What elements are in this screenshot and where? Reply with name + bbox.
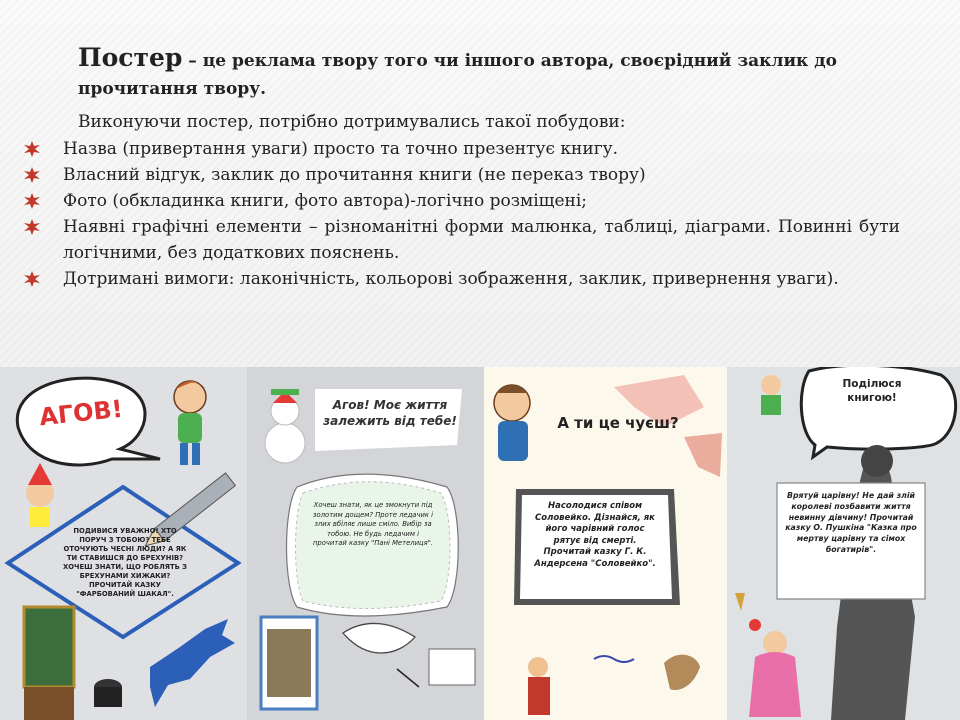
poster-nightingale	[484, 367, 727, 720]
poster-1-callout: АГОВ!	[37, 394, 124, 432]
poster-1-text: ПОДИВИСЯ УВАЖНО! ХТО ПОРУЧ З ТОБОЮ? ТЕБЕ ОТОЧУЮТЬ ЧЕСНІ ЛЮДИ? А ЯК ТИ СТАВИШСЯ ДО БРЕХУНІВ? ХОЧЕШ ЗНАТИ, ЩО РОБЛЯТЬ З БРЕХУНАМИ ХИЖАКИ? ПРОЧИТАЙ КАЗКУ "ФАРБОВАНИЙ ШАКАЛ".	[63, 527, 187, 598]
poster-examples	[0, 367, 960, 720]
list-item-text: Власний відгук, заклик до прочитання книги (не переказ твору)	[63, 165, 646, 185]
bullet-icon	[24, 167, 40, 183]
list-item-text: Наявні графічні елементи – різноманітні форми малюнка, таблиці, діаграми. Повинні бути логічними, без додаткових пояснень.	[63, 217, 900, 263]
list-item-text: Назва (привертання уваги) просто та точно презентує книгу.	[63, 139, 619, 159]
list-item	[0, 136, 900, 162]
poster-4-text: Врятуй царівну! Не дай злій королеві позбавити життя невинну дівчину! Прочитай казку О. Пушкіна "Казка про мертву царівну та сімох богатирів".	[785, 491, 917, 554]
bullet-icon	[24, 219, 40, 235]
list-item-text: Дотримані вимоги: лаконічність, кольорові зображення, заклик, привернення уваги).	[63, 269, 839, 289]
headline	[78, 44, 908, 103]
list-item	[0, 214, 900, 266]
list-item	[0, 188, 900, 214]
poster-2-title: Агов! Моє життя залежить від тебе!	[323, 398, 457, 428]
bullet-icon	[24, 193, 40, 209]
poster-4-callout: Поділюся книгою!	[842, 378, 902, 404]
poster-dead-princess	[727, 367, 960, 720]
poster-fabled-jackal	[0, 367, 247, 720]
headline-term: Постер	[78, 43, 183, 72]
bullet-icon	[24, 271, 40, 287]
requirements-list	[0, 136, 900, 292]
poster-3-title: А ти це чуєш?	[557, 414, 679, 432]
list-item-text: Фото (обкладинка книги, фото автора)-логічно розміщені;	[63, 191, 587, 211]
list-item	[0, 162, 900, 188]
bullet-icon	[24, 141, 40, 157]
poster-mother-holle	[247, 367, 484, 720]
headline-definition: – це реклама твору того чи іншого автора, своєрідний заклик до прочитання твору.	[78, 51, 837, 99]
poster-2-text: Хочеш знати, як це змокнути під золотим дощем? Проте ледачик і злих вбіляє лише сміло. Вибір за тобою. Не будь ледачим і прочитай казку "Пані Метелиця".	[312, 501, 434, 547]
list-item	[0, 266, 900, 292]
poster-3-text: Насолодися співом Соловейко. Дізнайся, як його чарівний голос рятує від смерті. Прочитай казку Г. К. Андерсена "Соловейко".	[534, 501, 656, 569]
intro-text: Виконуючи постер, потрібно дотримувались такої побудови:	[78, 112, 626, 132]
